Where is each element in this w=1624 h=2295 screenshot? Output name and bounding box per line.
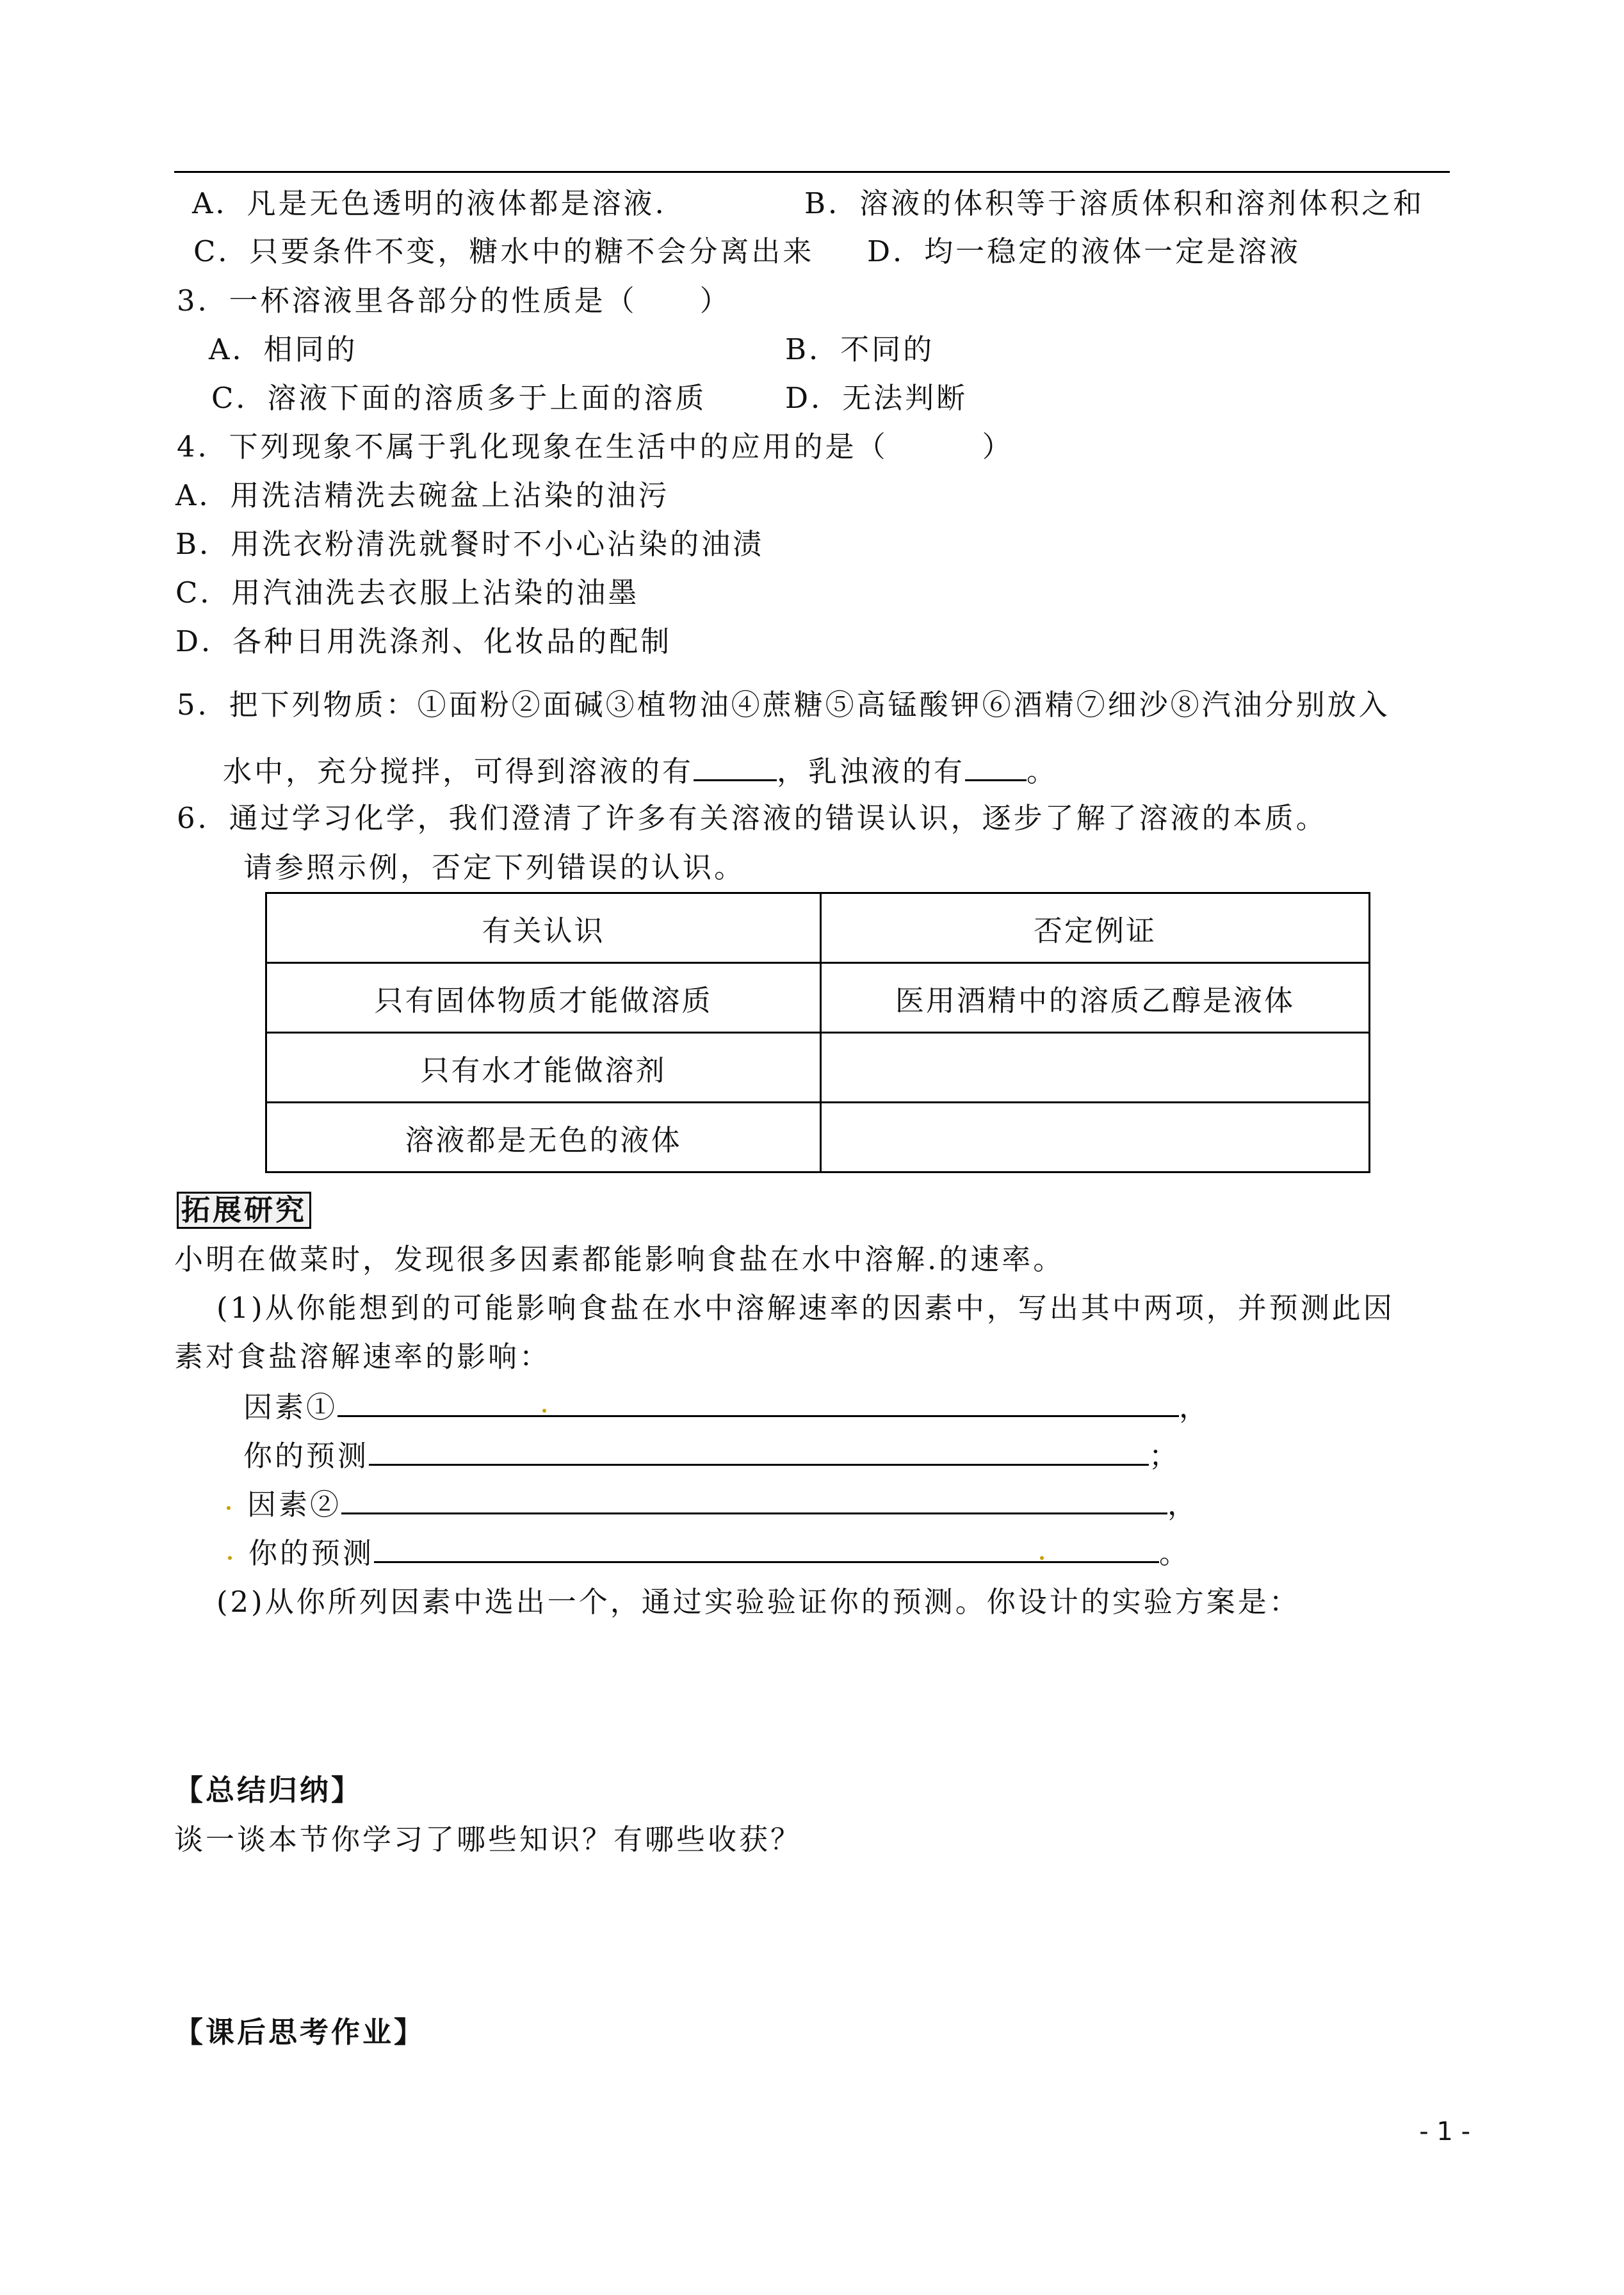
q2-option-b: B．溶液的体积等于溶质体积和溶剂体积之和	[804, 186, 1425, 220]
homework-title: 【课后思考作业】	[174, 2015, 426, 2049]
table-header: 有关认识	[266, 893, 821, 963]
factor2-label: 因素②	[247, 1488, 342, 1521]
predict2-row	[248, 1533, 1190, 1573]
table-row	[266, 963, 1370, 1033]
q2-option-c: C．只要条件不变，糖水中的糖不会分离出来	[193, 234, 815, 268]
extension-p1-line2: 素对食盐溶解速率的影响：	[174, 1340, 551, 1374]
answer-cell[interactable]	[821, 1033, 1370, 1103]
stray-mark	[228, 1556, 232, 1560]
q2-option-d: D．均一稳定的液体一定是溶液	[867, 234, 1301, 268]
q4-stem: 4．下列现象不属于乳化现象在生活中的应用的是（ ）	[177, 430, 1014, 464]
q4-option-c: C．用汽油洗去衣服上沾染的油墨	[175, 576, 640, 610]
predict1-punct: ；	[1149, 1439, 1181, 1473]
q5-line1: 5．把下列物质：①面粉②面碱③植物油④蔗糖⑤高锰酸钾⑥酒精⑦细沙⑧汽油分别放入	[177, 688, 1390, 722]
q5-line2-pre: 水中，充分搅拌，可得到溶液的有	[223, 754, 694, 788]
q3-option-a: A．相同的	[209, 332, 358, 366]
factor2-punct: ，	[1167, 1488, 1199, 1521]
q6-line2: 请参照示例，否定下列错误的认识。	[243, 850, 746, 884]
q6-line1: 6．通过学习化学，我们澄清了许多有关溶液的错误认识，逐步了解了溶液的本质。	[177, 801, 1328, 835]
q3-option-b: B．不同的	[785, 332, 935, 366]
factor2-row	[247, 1484, 1199, 1524]
q4-option-a: A．用洗洁精洗去碗盆上沾染的油污	[175, 478, 670, 512]
stray-mark	[227, 1506, 231, 1510]
q3-option-d: D．无法判断	[785, 381, 968, 415]
stray-mark	[542, 1409, 546, 1413]
predict1-row	[243, 1436, 1180, 1475]
table-row	[266, 1033, 1370, 1103]
extension-heading	[177, 1191, 311, 1229]
table-cell: 医用酒精中的溶质乙醇是液体	[821, 963, 1370, 1033]
misconception-table	[265, 892, 1370, 1173]
answer-blank-solutions[interactable]	[694, 751, 777, 781]
table-header: 否定例证	[821, 893, 1370, 963]
predict2-label: 你的预测	[248, 1536, 375, 1570]
q4-option-b: B．用洗衣粉清洗就餐时不小心沾染的油渍	[175, 527, 765, 561]
q5-line2-mid: ，乳浊液的有	[777, 754, 966, 788]
extension-title: 拓展研究	[177, 1192, 311, 1229]
summary-title: 【总结归纳】	[174, 1773, 363, 1807]
q3-option-c: C．溶液下面的溶质多于上面的溶质	[211, 381, 707, 415]
table-row	[266, 1103, 1370, 1172]
predict2-punct: 。	[1159, 1536, 1191, 1570]
extension-p2: (2)从你所列因素中选出一个，通过实验验证你的预测。你设计的实验方案是：	[216, 1585, 1301, 1619]
q5-line2	[223, 751, 1058, 791]
extension-p1-line1: (1)从你能想到的可能影响食盐在水中溶解速率的因素中，写出其中两项，并预测此因	[216, 1291, 1395, 1325]
predict1-blank[interactable]	[369, 1436, 1149, 1466]
factor2-blank[interactable]	[341, 1484, 1167, 1514]
header-rule	[174, 171, 1450, 173]
table-header-row	[266, 893, 1370, 963]
table-cell: 溶液都是无色的液体	[266, 1103, 821, 1172]
summary-text: 谈一谈本节你学习了哪些知识？有哪些收获？	[174, 1822, 802, 1856]
answer-cell[interactable]	[821, 1103, 1370, 1172]
factor1-label: 因素①	[243, 1390, 338, 1424]
extension-intro: 小明在做菜时，发现很多因素都能影响食盐在水中溶解.的速率。	[174, 1242, 1065, 1276]
factor1-punct: ，	[1179, 1390, 1211, 1424]
answer-blank-emulsions[interactable]	[965, 751, 1027, 781]
table-cell: 只有固体物质才能做溶质	[266, 963, 821, 1033]
factor1-blank[interactable]	[337, 1387, 1179, 1417]
page-number: - 1 -	[1419, 2117, 1470, 2146]
table-cell: 只有水才能做溶剂	[266, 1033, 821, 1103]
q3-stem: 3．一杯溶液里各部分的性质是（ ）	[177, 284, 731, 318]
stray-mark	[1040, 1556, 1044, 1560]
predict1-label: 你的预测	[243, 1439, 369, 1473]
q5-line2-end: 。	[1027, 754, 1059, 788]
q4-option-d: D．各种日用洗涤剂、化妆品的配制	[175, 624, 672, 658]
factor1-row	[243, 1387, 1210, 1427]
q2-option-a: A．凡是无色透明的液体都是溶液.	[192, 186, 667, 220]
